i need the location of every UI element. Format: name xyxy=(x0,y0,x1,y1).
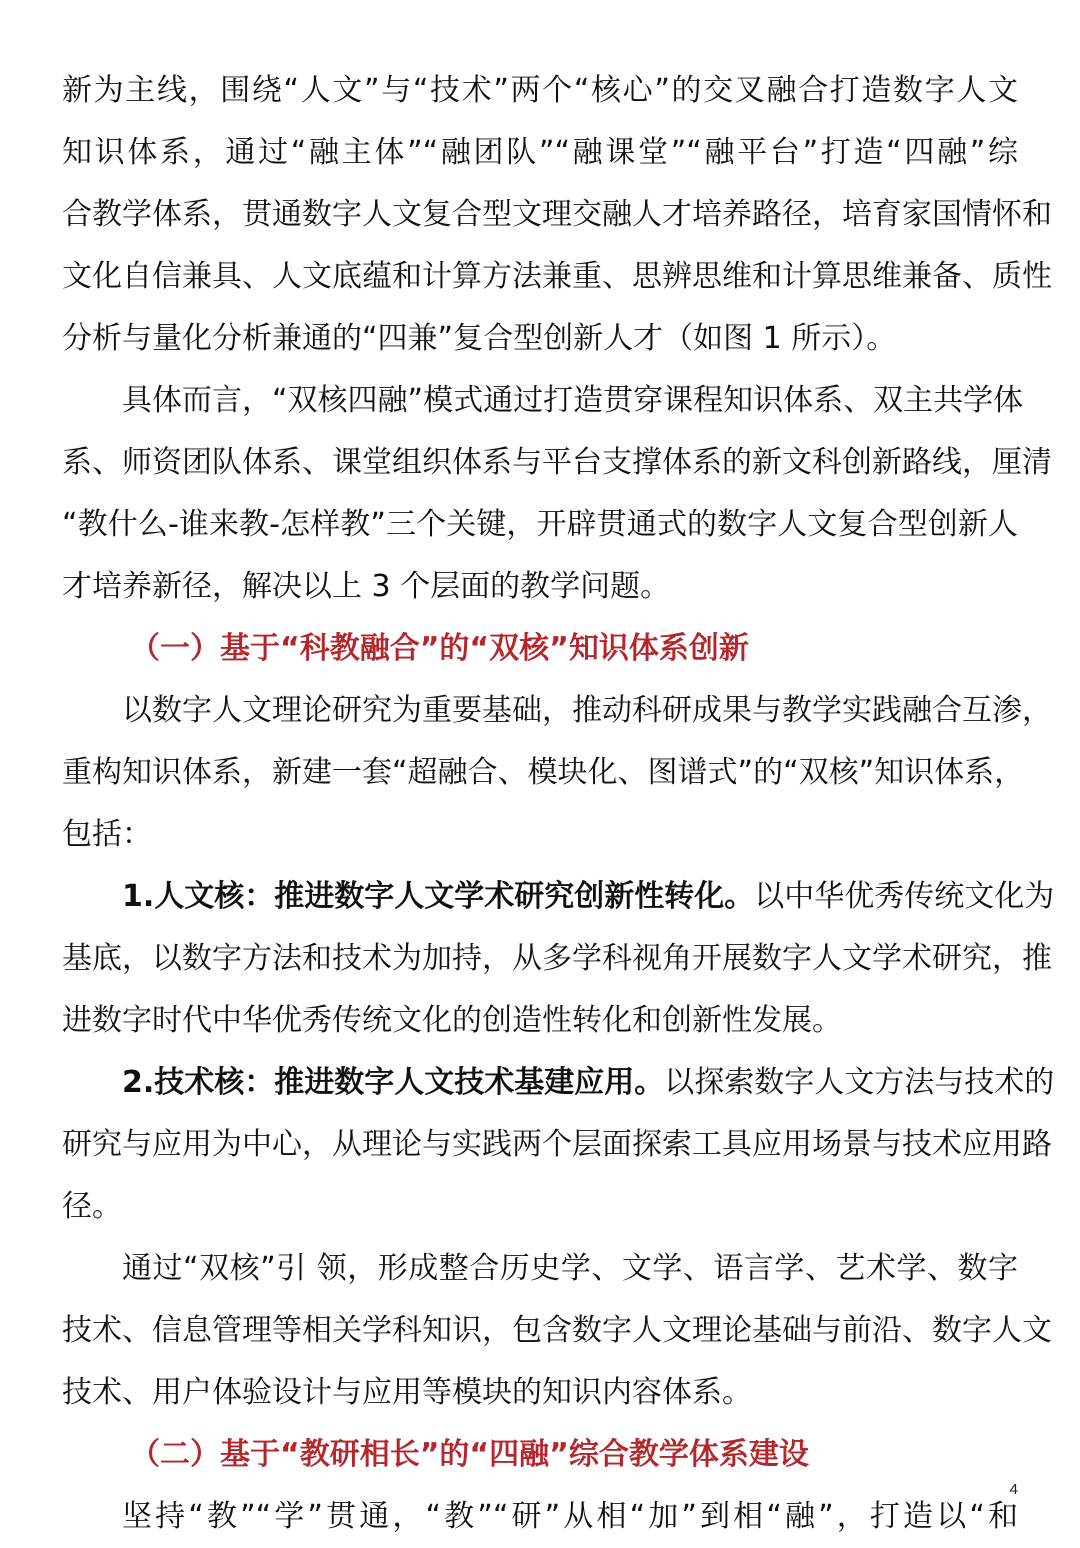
item-title: 2.技术核：推进数字人文技术基建应用。 xyxy=(122,1065,665,1100)
paragraph-5 xyxy=(62,1486,1018,1548)
item-title: 1.人文核：推进数字人文学术研究创新性转化。 xyxy=(122,879,755,914)
text-line: 具体而言，“双核四融”模式通过打造贯穿课程知识体系、双主共学体 xyxy=(122,383,1024,418)
text-line: 研究与应用为中心，从理论与实践两个层面探索工具应用场景与技术应用路 xyxy=(62,1127,1052,1162)
paragraph-3 xyxy=(62,680,1052,866)
text-line: 新为主线，围绕“人文”与“技术”两个“核心”的交叉融合打造数字人文 xyxy=(62,73,1018,108)
item-text: 以探索数字人文方法与技术的 xyxy=(664,1065,1055,1100)
text-line: 径。 xyxy=(62,1189,122,1224)
text-line: 才培养新径，解决以上 3 个层面的教学问题。 xyxy=(62,569,671,604)
document-page xyxy=(62,60,1055,1548)
text-line: 合教学体系，贯通数字人文复合型文理交融人才培养路径，培育家国情怀和 xyxy=(62,197,1052,232)
section-heading-1: （一）基于“科教融合”的“双核”知识体系创新 xyxy=(130,631,749,666)
paragraph-2 xyxy=(62,370,1052,618)
text-line: 技术、信息管理等相关学科知识，包含数字人文理论基础与前沿、数字人文 xyxy=(62,1313,1052,1348)
text-line: 文化自信兼具、人文底蕴和计算方法兼重、思辨思维和计算思维兼备、质性 xyxy=(62,259,1052,294)
text-line: 坚持“教”“学”贯通，“教”“研”从相“加”到相“融”，打造以“和 xyxy=(122,1499,1018,1534)
paragraph-1 xyxy=(62,60,1052,370)
page-number: 4 xyxy=(1009,1481,1018,1498)
text-line: 基底，以数字方法和技术为加持，从多学科视角开展数字人文学术研究，推 xyxy=(62,941,1052,976)
text-line: 重构知识体系，新建一套“超融合、模块化、图谱式”的“双核”知识体系， xyxy=(62,755,1025,790)
text-line: 进数字时代中华优秀传统文化的创造性转化和创新性发展。 xyxy=(62,1003,842,1038)
list-item-technology-core xyxy=(62,1052,1055,1238)
text-line xyxy=(62,866,1055,928)
text-line: 技术、用户体验设计与应用等模块的知识内容体系。 xyxy=(62,1375,752,1410)
text-line xyxy=(62,1052,1055,1114)
text-line: 包括： xyxy=(62,817,152,852)
section-heading-2: （二）基于“教研相长”的“四融”综合教学体系建设 xyxy=(130,1437,809,1472)
text-line: 通过“双核”引 领，形成整合历史学、文学、语言学、艺术学、数字 xyxy=(122,1251,1018,1286)
text-line: 知识体系，通过“融主体”“融团队”“融课堂”“融平台”打造“四融”综 xyxy=(62,135,1018,170)
text-line: 以数字人文理论研究为重要基础，推动科研成果与教学实践融合互渗， xyxy=(122,693,1052,728)
item-text: 以中华优秀传统文化为 xyxy=(754,879,1055,914)
list-item-humanities-core xyxy=(62,866,1055,1052)
text-line: 分析与量化分析兼通的“四兼”复合型创新人才（如图 1 所示）。 xyxy=(62,321,897,356)
text-line: “教什么-谁来教-怎样教”三个关键，开辟贯通式的数字人文复合型创新人 xyxy=(62,507,1018,542)
text-line: 系、师资团队体系、课堂组织体系与平台支撑体系的新文科创新路线，厘清 xyxy=(62,445,1052,480)
paragraph-4 xyxy=(62,1238,1052,1424)
